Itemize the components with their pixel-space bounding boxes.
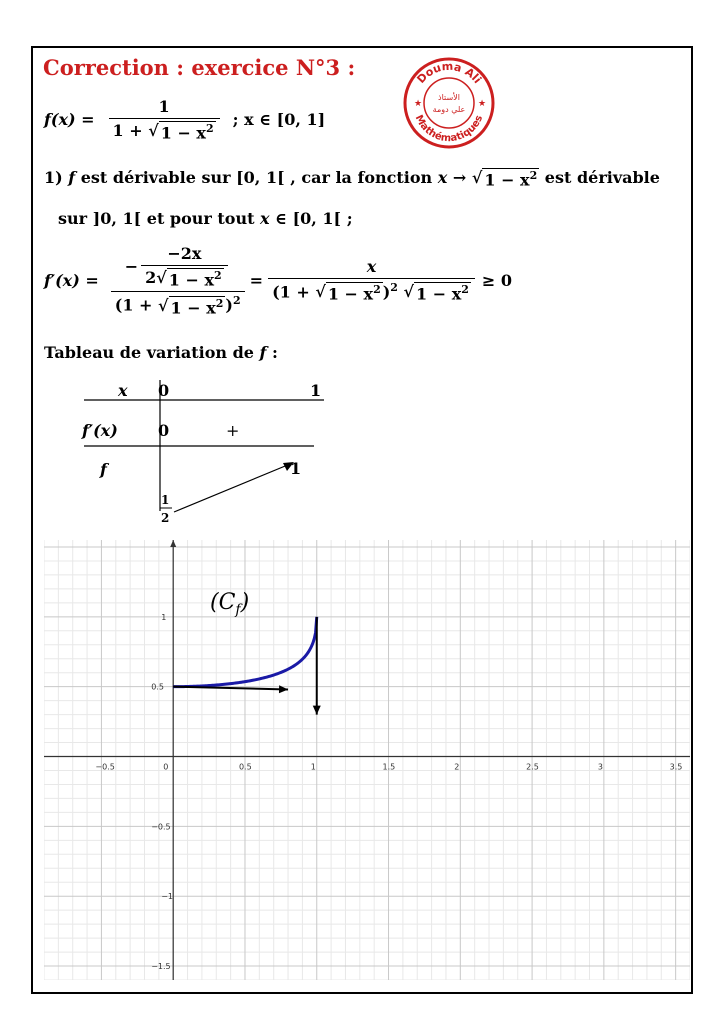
derivative-fraction-2: x (1 + √ $1 - x^2$ )$^2$ √ $1 - x^2$: [268, 257, 475, 304]
derivative-lhs: f′(x) =: [44, 270, 99, 290]
arrow-head-icon: [313, 706, 321, 715]
stamp-bottom-text: Mathématiques: [412, 113, 486, 145]
table-f-start-num: 1: [161, 493, 170, 507]
x-tick-label: 1.5: [382, 762, 396, 772]
y-tick-label: −1.5: [151, 962, 171, 972]
page-title: Correction : exercice N°3 :: [43, 55, 356, 80]
function-graph: [44, 540, 690, 980]
y-tick-label: 1: [161, 612, 167, 622]
table-f-start-den: 2: [161, 511, 170, 525]
x-tick-label: −0.5: [95, 762, 115, 772]
star-icon: ★: [478, 99, 487, 109]
stamp-center-line1: الأستاذ: [438, 93, 460, 102]
definition-lhs: f(x) =: [44, 110, 95, 130]
y-tick-label: −0.5: [151, 822, 171, 832]
derivative-sign: ≥ 0: [481, 270, 513, 290]
star-icon: ★: [414, 99, 423, 109]
author-stamp: [402, 56, 496, 150]
table-fprime-sign: +: [226, 421, 240, 440]
table-fprime-start: 0: [158, 421, 170, 440]
stamp-center-line2: علي دومة: [432, 105, 466, 114]
x-tick-label: 2.5: [526, 762, 539, 772]
x-tick-label: 2: [454, 762, 460, 772]
table-row-f: f: [100, 460, 107, 479]
definition-numerator: 1: [158, 97, 170, 116]
table-row-fprime: f′(x): [82, 421, 118, 440]
stamp-top-text: Douma Ali: [414, 59, 484, 86]
function-definition: [44, 97, 325, 142]
table-row-x: x: [118, 381, 128, 400]
x-tick-label: 3: [597, 762, 603, 772]
variation-table: [78, 376, 338, 536]
definition-fraction: [109, 97, 220, 142]
derivative-formula: f′(x) = − −2x 2 √ $1 - x^2$ (1 + √ $1 - x^2$ )$^2$ = x (1 + √ $1 - x^2$ )$^2$ √ $1 - x^2$ ≥ 0: [44, 244, 513, 317]
derivative-fraction-1: − −2x 2 √ $1 - x^2$ (1 + √ $1 - x^2$ )$^2$: [111, 244, 245, 317]
x-tick-label: 1: [310, 762, 316, 772]
x-tick-label: 0.5: [238, 762, 252, 772]
table-x-start: 0: [158, 381, 170, 400]
variation-arrow: [174, 464, 290, 512]
table-title: Tableau de variation de f :: [44, 343, 278, 362]
table-f-end: 1: [290, 459, 302, 478]
part1-line2: sur ]0, 1[ et pour tout x ∈ [0, 1[ ;: [58, 209, 353, 228]
y-tick-label: 0.5: [151, 682, 164, 692]
definition-denominator: 1 + √ $1 - x^2$: [109, 118, 220, 142]
y-axis-arrow-icon: [170, 540, 176, 547]
table-x-end: 1: [310, 381, 322, 400]
x-tick-label: 0: [163, 762, 169, 772]
y-tick-label: −1: [161, 892, 173, 902]
part1-line1: 1) f est dérivable sur [0, 1[ , car la fonction x → √ $1 - x^2$ est dérivable: [44, 168, 660, 190]
definition-domain: ; x ∈ [0, 1]: [232, 110, 326, 130]
x-tick-label: 3.5: [669, 762, 683, 772]
curve-label: $(C_f)$: [210, 590, 250, 618]
